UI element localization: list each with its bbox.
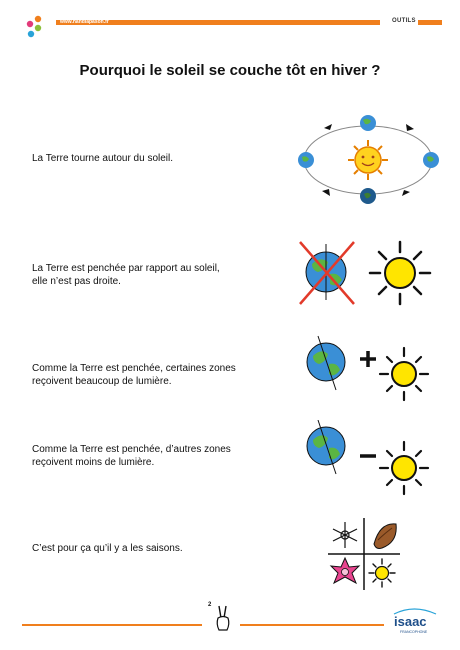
page-number: 2 — [208, 602, 212, 608]
isaac-logo — [390, 606, 440, 636]
handiapason-logo-icon — [22, 14, 48, 40]
earth-orbit-illustration — [290, 110, 450, 210]
row-4-line-2: reçoivent moins de lumière. — [32, 457, 155, 468]
sun-icon — [370, 242, 430, 304]
row-4-text — [32, 443, 262, 469]
footer-line-right — [240, 624, 384, 626]
row-2-line-1: La Terre est penchée par rapport au soleil, — [32, 263, 220, 274]
earth-icon — [307, 420, 345, 474]
sun-icon — [380, 348, 428, 400]
sun-icon — [369, 559, 395, 587]
earth-icon — [307, 336, 345, 390]
section-label: OUTILS — [392, 18, 416, 24]
site-url[interactable]: www.handiapason.fr — [60, 19, 109, 25]
seasons-grid-illustration — [326, 516, 402, 592]
row-1-line-1: La Terre tourne autour du soleil. — [32, 153, 174, 164]
sun-icon — [380, 442, 428, 494]
tilted-earth-minus-sun-illustration — [300, 420, 440, 502]
row-5-line-1: C’est pour ça qu’il y a les saisons. — [32, 543, 183, 554]
snowflake-icon — [333, 522, 357, 548]
row-3-line-2: reçoivent beaucoup de lumière. — [32, 376, 172, 387]
page-title: Pourquoi le soleil se couche tôt en hiver ? — [79, 62, 381, 79]
header-bar-right — [418, 20, 442, 25]
row-2-line-2: elle n’est pas droite. — [32, 276, 121, 287]
row-1-text — [32, 152, 262, 165]
tilted-earth-plus-sun-illustration — [300, 334, 440, 404]
row-5-text — [32, 542, 262, 555]
row-2-text — [32, 262, 262, 288]
isaac-logo-text: isaac — [394, 614, 427, 629]
hand-two-fingers-icon — [214, 604, 232, 632]
row-3-line-1: Comme la Terre est penchée, certaines zones — [32, 363, 236, 374]
plus-icon — [360, 351, 376, 367]
chestnut-icon — [374, 524, 396, 549]
isaac-logo-subtext: FRANCOPHONE — [400, 630, 428, 634]
footer-line-left — [22, 624, 202, 626]
flower-icon — [331, 558, 359, 583]
sun-icon — [348, 140, 388, 180]
row-3-text — [32, 362, 262, 388]
row-4-line-1: Comme la Terre est penchée, d’autres zones — [32, 444, 231, 455]
crossed-earth-and-sun-illustration — [292, 234, 442, 310]
